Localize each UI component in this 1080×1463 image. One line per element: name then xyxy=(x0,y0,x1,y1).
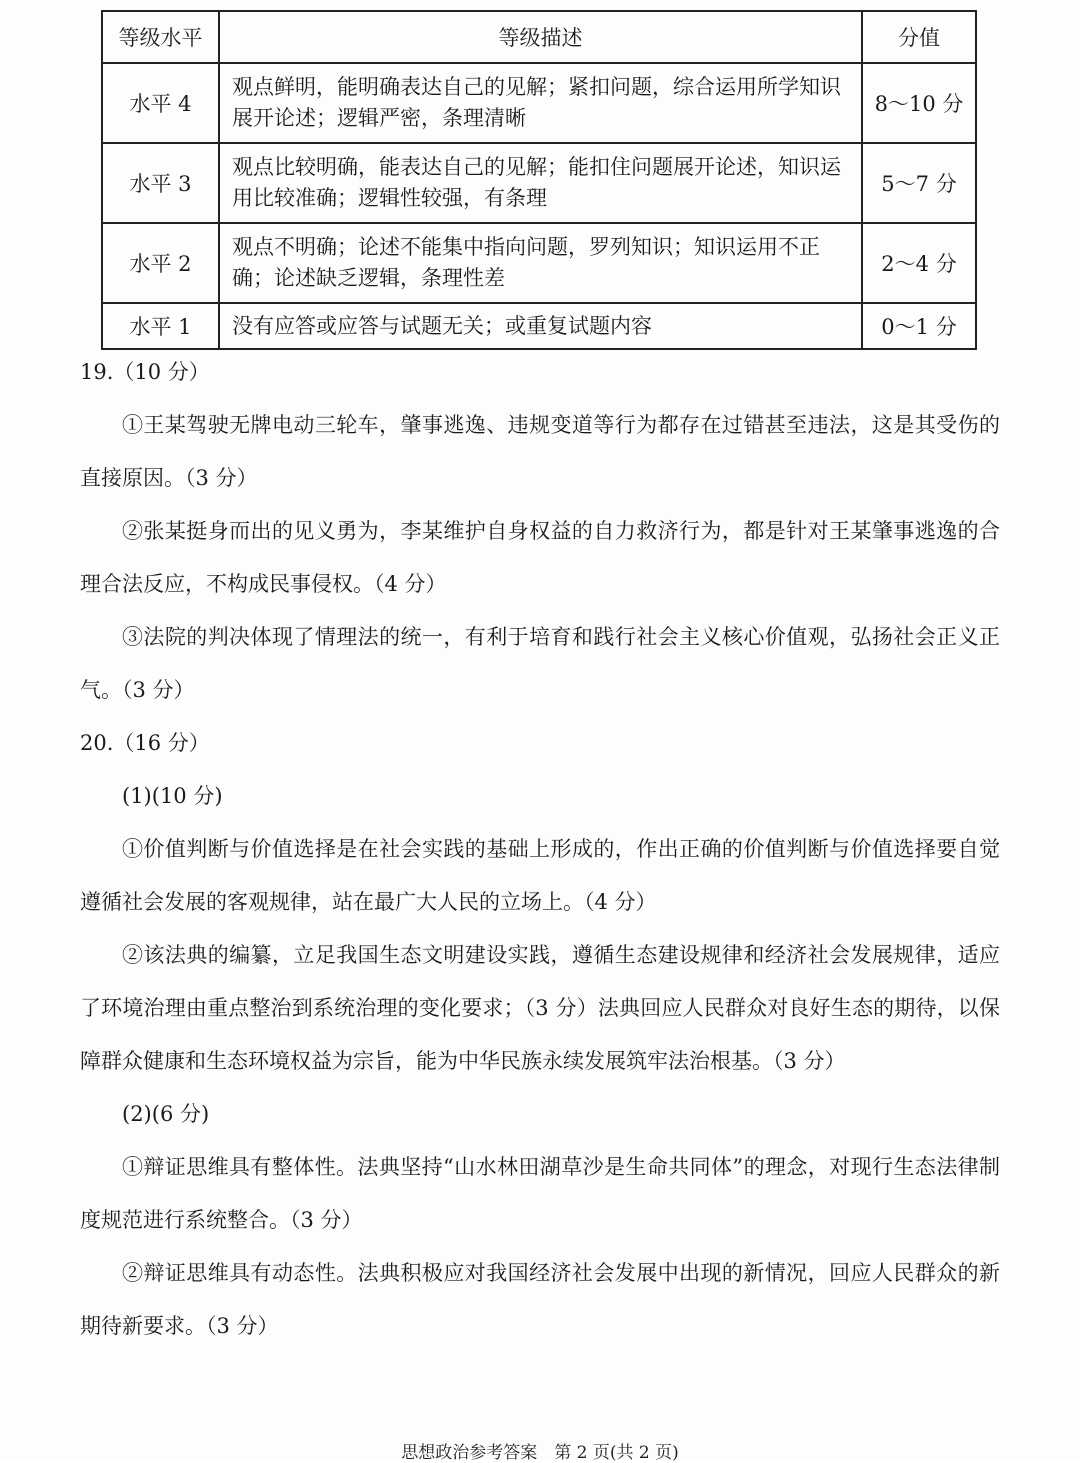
rubric-description-cell: 观点比较明确，能表达自己的见解；能扣住问题展开论述，知识运用比较准确；逻辑性较强，有条理 xyxy=(219,143,862,223)
question-20-part-2-heading: (2)(6 分) xyxy=(122,1102,210,1126)
question-20-heading: 20.（16 分） xyxy=(80,731,210,755)
question-20-part-1-point-1: ①价值判断与价值选择是在社会实践的基础上形成的，作出正确的价值判断与价值选择要自觉遵循社会发展的客观规律，站在最广大人民的立场上。（4 分） xyxy=(80,837,1000,914)
page-footer: 思想政治参考答案 第 2 页(共 2 页) xyxy=(401,1443,679,1463)
question-20-part-1-heading: (1)(10 分) xyxy=(122,784,223,808)
question-20-part-2-point-1: ①辩证思维具有整体性。法典坚持“山水林田湖草沙是生命共同体”的理念，对现行生态法律制度规范进行系统整合。（3 分） xyxy=(80,1155,1000,1232)
question-19-point-2: ②张某挺身而出的见义勇为，李某维护自身权益的自力救济行为，都是针对王某肇事逃逸的合理合法反应，不构成民事侵权。（4 分） xyxy=(80,519,1000,596)
rubric-description-cell: 观点鲜明，能明确表达自己的见解；紧扣问题，综合运用所学知识展开论述；逻辑严密，条理清晰 xyxy=(219,63,862,143)
rubric-level-cell: 水平 4 xyxy=(102,63,219,143)
rubric-table xyxy=(101,10,977,350)
rubric-header-level: 等级水平 xyxy=(102,11,219,63)
question-20-part-2-point-2: ②辩证思维具有动态性。法典积极应对我国经济社会发展中出现的新情况，回应人民群众的新期待新要求。（3 分） xyxy=(80,1261,1000,1338)
rubric-description-cell: 观点不明确；论述不能集中指向问题，罗列知识；知识运用不正确；论述缺乏逻辑，条理性差 xyxy=(219,223,862,303)
answer-content xyxy=(80,346,1000,1353)
rubric-description-cell: 没有应答或应答与试题无关；或重复试题内容 xyxy=(219,303,862,349)
question-19-heading: 19.（10 分） xyxy=(80,360,210,384)
rubric-score-cell: 5～7 分 xyxy=(862,143,976,223)
question-19-point-1: ①王某驾驶无牌电动三轮车，肇事逃逸、违规变道等行为都存在过错甚至违法，这是其受伤的直接原因。（3 分） xyxy=(80,413,1000,490)
rubric-header-description: 等级描述 xyxy=(219,11,862,63)
rubric-score-cell: 8～10 分 xyxy=(862,63,976,143)
rubric-row-level-1 xyxy=(102,303,976,349)
rubric-row-level-4 xyxy=(102,63,976,143)
rubric-header-row xyxy=(102,11,976,63)
rubric-level-cell: 水平 3 xyxy=(102,143,219,223)
question-20-part-1-point-2: ②该法典的编纂，立足我国生态文明建设实践，遵循生态建设规律和经济社会发展规律，适应了环境治理由重点整治到系统治理的变化要求；（3 分）法典回应人民群众对良好生态的期待，以保障群众健康和生态环境权益为宗旨，能为中华民族永续发展筑牢法治根基。（3 分） xyxy=(80,943,1000,1073)
rubric-score-cell: 2～4 分 xyxy=(862,223,976,303)
rubric-row-level-2 xyxy=(102,223,976,303)
rubric-score-cell: 0～1 分 xyxy=(862,303,976,349)
rubric-header-score: 分值 xyxy=(862,11,976,63)
rubric-row-level-3 xyxy=(102,143,976,223)
question-19-point-3: ③法院的判决体现了情理法的统一，有利于培育和践行社会主义核心价值观，弘扬社会正义正气。（3 分） xyxy=(80,625,1000,702)
rubric-level-cell: 水平 1 xyxy=(102,303,219,349)
rubric-level-cell: 水平 2 xyxy=(102,223,219,303)
